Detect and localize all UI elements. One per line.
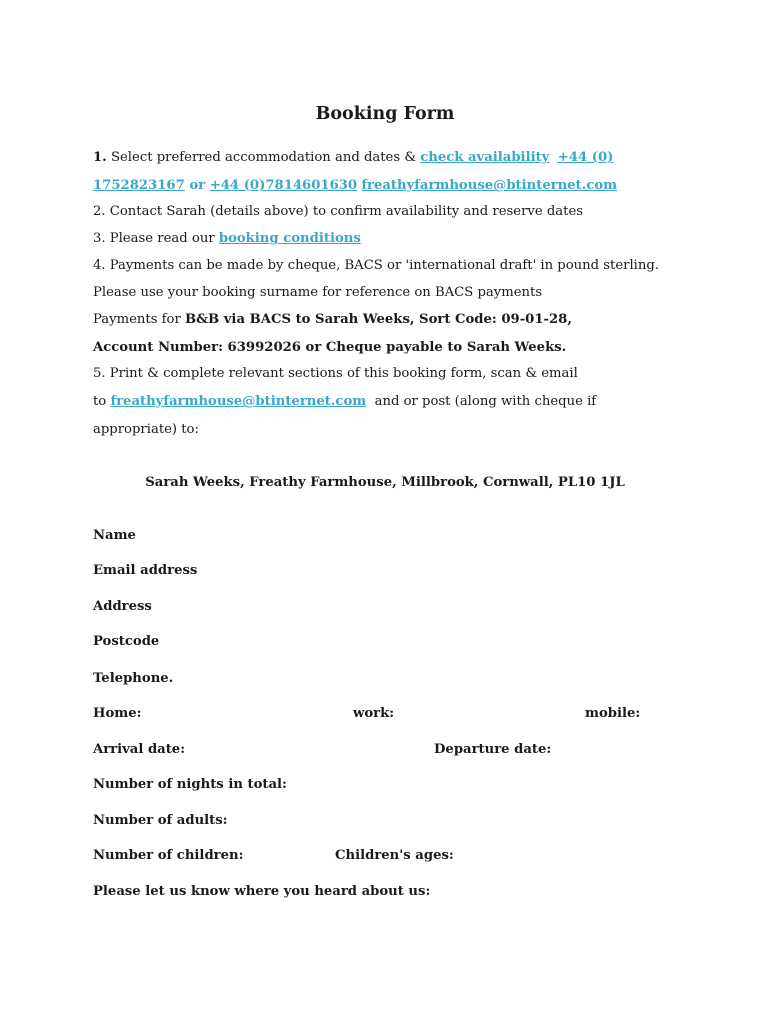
step-2-line: 2. Contact Sarah (details above) to confirm availability and reserve dates — [93, 204, 584, 219]
email-link[interactable]: freathyfarmhouse@btinternet.com — [361, 178, 618, 193]
phone-1-link-part-a[interactable]: +44 (0) — [557, 150, 614, 165]
name-label: Name — [93, 528, 136, 543]
step-1-contact-line — [93, 178, 617, 193]
booking-conditions-link[interactable]: booking conditions — [218, 231, 361, 246]
phone-2-link[interactable]: +44 (0)7814601630 — [209, 178, 358, 193]
postal-address: Sarah Weeks, Freathy Farmhouse, Millbrook, Cornwall, PL10 1JL — [145, 475, 625, 490]
telephone-label: Telephone. — [93, 671, 174, 686]
email-label: Email address — [93, 563, 198, 578]
step-5-line-3: appropriate) to: — [93, 422, 199, 437]
step-3-line — [93, 231, 361, 246]
step-5-line-2 — [93, 394, 596, 409]
children-ages-label: Children's ages: — [335, 848, 454, 863]
postcode-label: Postcode — [93, 634, 160, 649]
departure-date-label: Departure date: — [434, 742, 552, 757]
adults-label: Number of adults: — [93, 813, 228, 828]
mobile-phone-label: mobile: — [585, 706, 641, 721]
step-5-to-text: to — [93, 394, 111, 409]
email-link-2[interactable]: freathyfarmhouse@btinternet.com — [110, 394, 367, 409]
arrival-date-label: Arrival date: — [93, 742, 186, 757]
step-3-text: 3. Please read our — [93, 231, 219, 246]
nights-label: Number of nights in total: — [93, 777, 287, 792]
or-separator: or — [184, 178, 210, 193]
step-4-line-3 — [93, 312, 572, 327]
step-1-text: Select preferred accommodation and dates & — [106, 150, 421, 165]
step-1-number: 1. — [93, 150, 107, 165]
page-title: Booking Form — [315, 104, 455, 124]
step-4-line-2: Please use your booking surname for reference on BACS payments — [93, 285, 543, 300]
bank-details-text: B&B via BACS to Sarah Weeks, Sort Code: 09-01-28, — [184, 312, 572, 327]
step-5-line-1: 5. Print & complete relevant sections of this booking form, scan & email — [93, 366, 578, 381]
children-label: Number of children: — [93, 848, 244, 863]
address-label: Address — [93, 599, 152, 614]
heard-about-us-label: Please let us know where you heard about us: — [93, 884, 431, 899]
check-availability-link[interactable]: check availability — [420, 150, 550, 165]
work-phone-label: work: — [353, 706, 395, 721]
step-4-line-1: 4. Payments can be made by cheque, BACS or 'international draft' in pound sterling. — [93, 258, 660, 273]
account-number-line: Account Number: 63992026 or Cheque payable to Sarah Weeks. — [93, 340, 567, 355]
home-phone-label: Home: — [93, 706, 142, 721]
step-1-line — [93, 150, 613, 165]
payments-for-text: Payments for — [93, 312, 185, 327]
step-5-post-text: and or post (along with cheque if — [366, 394, 597, 409]
phone-1-link-part-b[interactable]: 1752823167 — [93, 178, 185, 193]
